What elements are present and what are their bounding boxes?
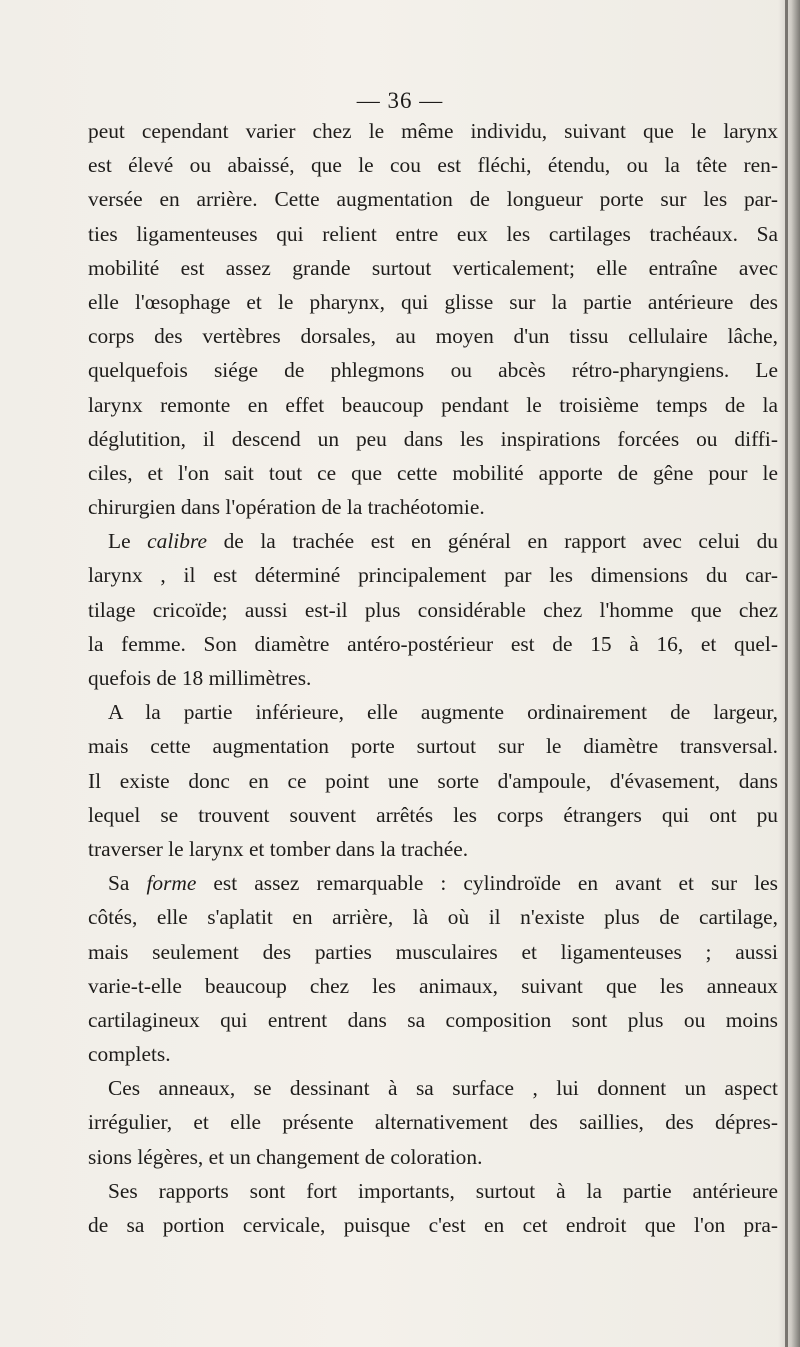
- page-number: — 36 —: [356, 88, 444, 113]
- text-line: lequel se trouvent souvent arrêtés les corps étrangers qui ont pu: [88, 802, 778, 827]
- text-line: côtés, elle s'aplatit en arrière, là où il n'existe plus de cartilage,: [88, 905, 778, 930]
- text-line: mais cette augmentation porte surtout sur le diamètre transversal.: [88, 734, 778, 759]
- text-line: A la partie inférieure, elle augmente ordinairement de largeur,: [108, 700, 778, 725]
- text-line: [88, 866, 778, 900]
- text-line: ciles, et l'on sait tout ce que cette mobilité apporte de gêne pour le: [88, 460, 778, 485]
- text-line: Ces anneaux, se dessinant à sa surface , lui donnent un aspect: [108, 1076, 778, 1101]
- text-line: est élevé ou abaissé, que le cou est fléchi, étendu, ou la tête ren-: [88, 153, 778, 178]
- text-line: de sa portion cervicale, puisque c'est en cet endroit que l'on pra-: [88, 1213, 778, 1237]
- text-line: déglutition, il descend un peu dans les inspirations forcées ou diffi-: [88, 426, 778, 451]
- text-line: tilage cricoïde; aussi est-il plus considérable chez l'homme que chez: [88, 597, 778, 622]
- text-line: cartilagineux qui entrent dans sa composition sont plus ou moins: [88, 1007, 778, 1032]
- text-line: corps des vertèbres dorsales, au moyen d'un tissu cellulaire lâche,: [88, 324, 778, 349]
- text-line: varie-t-elle beaucoup chez les animaux, suivant que les anneaux: [88, 973, 778, 998]
- text-line: sions légères, et un changement de coloration.: [88, 1144, 483, 1169]
- text-line: la femme. Son diamètre antéro-postérieur est de 15 à 16, et quel-: [88, 631, 778, 656]
- text-line: complets.: [88, 1042, 171, 1067]
- text-line-rest: de la trachée est en général en rapport avec celui du: [206, 529, 778, 554]
- text-line: Il existe donc en ce point une sorte d'ampoule, d'évasement, dans: [88, 768, 778, 793]
- text-line-prefix: Sa: [108, 871, 147, 896]
- italic-term: calibre: [147, 529, 207, 554]
- text-line: chirurgien dans l'opération de la trachéotomie.: [88, 495, 485, 520]
- page-edge-shadow: [778, 0, 800, 1347]
- page-binding-edge: [785, 0, 788, 1347]
- text-line-prefix: Le: [108, 529, 148, 554]
- text-line: ties ligamenteuses qui relient entre eux les cartilages trachéaux. Sa: [88, 221, 778, 246]
- text-line: traverser le larynx et tomber dans la trachée.: [88, 836, 469, 861]
- text-line: Ses rapports sont fort importants, surtout à la partie antérieure: [108, 1178, 778, 1203]
- text-line: larynx remonte en effet beaucoup pendant le troisième temps de la: [88, 392, 778, 417]
- text-line: irrégulier, et elle présente alternativement des saillies, des dépres-: [88, 1110, 778, 1135]
- text-line: quelquefois siége de phlegmons ou abcès rétro-pharyngiens. Le: [88, 358, 778, 383]
- text-line: elle l'œsophage et le pharynx, qui glisse sur la partie antérieure des: [88, 289, 778, 314]
- italic-term: forme: [146, 871, 197, 896]
- text-line: [88, 524, 778, 558]
- text-line: peut cependant varier chez le même individu, suivant que le larynx: [88, 119, 778, 143]
- text-line: quefois de 18 millimètres.: [88, 666, 312, 690]
- text-line: mais seulement des parties musculaires et ligamenteuses ; aussi: [88, 939, 778, 964]
- body-text: [88, 114, 778, 1242]
- text-line: larynx , il est déterminé principalement par les dimensions du car-: [88, 563, 778, 588]
- text-line: versée en arrière. Cette augmentation de longueur porte sur les par-: [88, 187, 778, 212]
- text-line: mobilité est assez grande surtout verticalement; elle entraîne avec: [88, 255, 778, 280]
- text-line-rest: est assez remarquable : cylindroïde en avant et sur les: [196, 871, 778, 896]
